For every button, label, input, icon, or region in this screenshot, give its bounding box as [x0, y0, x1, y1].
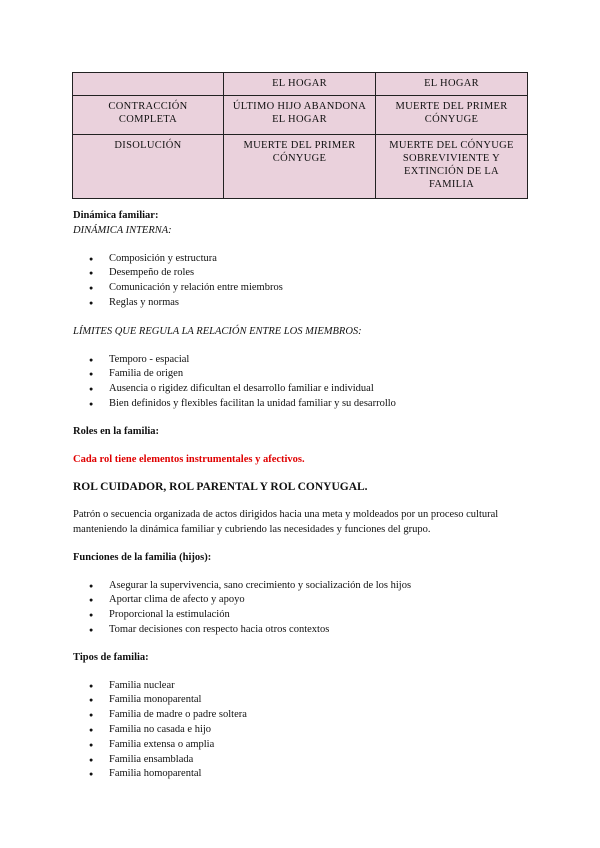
list-item: ● Reglas y normas [73, 296, 533, 311]
document-body [73, 209, 533, 782]
table-row [73, 135, 528, 199]
list-dinamica [73, 252, 533, 311]
list-item: ● Tomar decisiones con respecto hacia otros contextos [73, 623, 533, 638]
list-item: ● Familia no casada e hijo [73, 723, 533, 738]
table-cell [73, 73, 224, 96]
list-item: ● Asegurar la supervivencia, sano crecimiento y socialización de los hijos [73, 579, 533, 594]
table-cell: CONTRACCIÓN COMPLETA [73, 96, 224, 135]
list-item: ● Proporcional la estimulación [73, 608, 533, 623]
table-cell: MUERTE DEL PRIMER CÓNYUGE [376, 96, 528, 135]
section-heading-funciones: Funciones de la familia (hijos): [73, 551, 212, 563]
table-cell: MUERTE DEL CÓNYUGE SOBREVIVIENTE Y EXTINCIÓN DE LA FAMILIA [376, 135, 528, 199]
list-item: ● Familia homoparental [73, 767, 533, 782]
list-item: ● Ausencia o rigidez dificultan el desarrollo familiar e individual [73, 382, 533, 397]
table-cell: EL HOGAR [376, 73, 528, 96]
list-item: ● Bien definidos y flexibles facilitan la unidad familiar y su desarrollo [73, 397, 533, 412]
section-heading-tipos: Tipos de familia: [73, 651, 149, 663]
list-item: ● Composición y estructura [73, 252, 533, 267]
list-item: ● Aportar clima de afecto y apoyo [73, 593, 533, 608]
roles-line: ROL CUIDADOR, ROL PARENTAL Y ROL CONYUGAL. [73, 481, 368, 494]
table-cell: MUERTE DEL PRIMER CÓNYUGE [224, 135, 376, 199]
table-cell: DISOLUCIÓN [73, 135, 224, 199]
section-heading-roles: Roles en la familia: [73, 425, 160, 437]
subheading-dinamica-interna: DINÁMICA INTERNA: [73, 224, 172, 236]
list-item: ● Familia de origen [73, 367, 533, 382]
list-item: ● Comunicación y relación entre miembros [73, 281, 533, 296]
roles-paragraph: Patrón o secuencia organizada de actos dirigidos hacia una meta y moldeados por un proceso cultural manteniendo la dinámica familiar y cubriendo las necesidades y funciones del grupo. [73, 509, 499, 535]
list-item: ● Familia nuclear [73, 679, 533, 694]
list-tipos [73, 679, 533, 783]
subheading-limites: LÍMITES QUE REGULA LA RELACIÓN ENTRE LOS MIEMBROS: [73, 325, 362, 337]
table-row [73, 96, 528, 135]
list-funciones [73, 579, 533, 638]
table-cell: EL HOGAR [224, 73, 376, 96]
list-item: ● Familia ensamblada [73, 753, 533, 768]
list-item: ● Desempeño de roles [73, 266, 533, 281]
list-limites [73, 353, 533, 412]
section-heading-dinamica: Dinámica familiar: [73, 210, 159, 221]
table-row [73, 73, 528, 96]
list-item: ● Familia extensa o amplia [73, 738, 533, 753]
list-item: ● Familia monoparental [73, 693, 533, 708]
list-item: ● Temporo - espacial [73, 353, 533, 368]
red-note: Cada rol tiene elementos instrumentales y afectivos. [73, 453, 305, 465]
table-cell: ÚLTIMO HIJO ABANDONA EL HOGAR [224, 96, 376, 135]
family-cycle-table [72, 72, 528, 199]
list-item: ● Familia de madre o padre soltera [73, 708, 533, 723]
